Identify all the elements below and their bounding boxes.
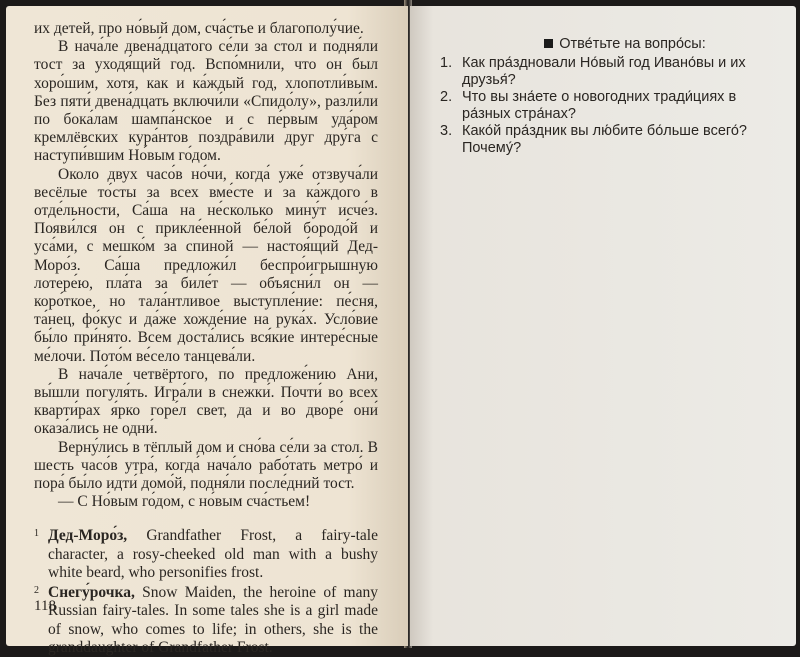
question-number: 1. bbox=[440, 55, 453, 71]
footnote-text: Grandfather Frost, a fairy-tale character, a rosy-cheeked old man with a bushy white beard, who personifies frost. bbox=[48, 527, 378, 581]
question-item bbox=[440, 89, 770, 122]
story-paragraph: их детей, про но́вый дом, сча́стье и благополу́чие. bbox=[34, 20, 364, 37]
footnote-term: Дед-Моро́з, bbox=[48, 527, 128, 545]
question-item bbox=[440, 55, 770, 88]
question-number: 3. bbox=[440, 123, 453, 139]
story-text bbox=[34, 20, 378, 511]
story-paragraph: Около двух часо́в но́чи, когда́ уже́ отзвуча́ли весёлые то́сты за всех вме́сте и за ка́ждого в отде́льности, Са́ша на не́сколько мину́т исче́з. Появи́лся он с прикле́енной бе́лой бородо́й и уса́ми, с мешко́м за спиной — настоя́щий Дед-Моро́з. Са́ша предложи́л беспро́игрышную лотере́ю, пла́та за биле́т — объясни́л он — коро́ткое, но тала́нтливое выступле́ние: пе́сня, та́нец, фо́кус и да́же хожде́ние на рука́х. Усло́вие бы́ло при́нято. Всем доста́лись вся́кие интере́сные ме́лочи. Пото́м ве́село танцева́ли. bbox=[34, 165, 378, 365]
question-text: Како́й пра́здник вы лю́бите бо́льше всего́? Почему́? bbox=[462, 123, 747, 156]
question-text: Что вы зна́ете о новогодних тради́циях в ра́зных стра́нах? bbox=[462, 89, 737, 122]
footnotes bbox=[34, 527, 378, 656]
question-item bbox=[440, 123, 770, 156]
question-list bbox=[440, 55, 770, 156]
footnote-term: Снегу́рочка, bbox=[48, 584, 135, 602]
task-heading-label: Отве́тьте на вопро́сы: bbox=[559, 36, 706, 52]
task-heading bbox=[480, 36, 770, 53]
story-paragraph: В нача́ле четвёртого, по предложе́нию Ани, вы́шли погуля́ть. Игра́ли в снежки́. Почти́ во всех кварти́рах я́рко горе́л свет, да и во дворе́ они́ оказа́лись не одни́. bbox=[34, 365, 378, 438]
left-page bbox=[6, 6, 408, 656]
footnote-marker: 1 bbox=[34, 528, 39, 540]
question-text: Как пра́здновали Но́вый год Ивано́вы и их друзья́? bbox=[462, 55, 746, 88]
right-page bbox=[410, 6, 796, 646]
question-number: 2. bbox=[440, 89, 453, 105]
story-paragraph: Верну́лись в тёплый дом и сно́ва се́ли за стол. В шесть часо́в утра́, когда́ нача́ло рабо́тать метро́ и пора́ бы́ло идти́ домо́й, подня́ли после́дний тост. bbox=[34, 438, 378, 493]
footnote-text: Snow Maiden, the heroine of many Russian fairy-tales. In some tales she is a girl made of snow, who comes to life; in others, she is the granddaughter of Grandfather Frost. bbox=[48, 584, 378, 656]
footnote bbox=[34, 527, 378, 582]
page-number: 118 bbox=[34, 598, 56, 614]
footnote-marker: 2 bbox=[34, 585, 39, 597]
story-paragraph: В нача́ле двена́дцатого се́ли за стол и подня́ли тост за уходя́щий год. Вспо́мнили, что он был хоро́шим, хотя, как и ка́ждый год, хлопотли́вым. Без пяти́ двена́дцать включи́ли «Спидо́лу», разли́ли по бока́лам шампа́нское и с пе́рвым уда́ром кремлёвских кура́нтов поздра́вили друг дру́га с наступи́вшим Но́вым го́дом. bbox=[34, 38, 378, 165]
footnote bbox=[34, 584, 378, 657]
black-square-icon bbox=[544, 39, 553, 48]
story-paragraph: — С Но́вым го́дом, с но́вым сча́стьем! bbox=[58, 493, 311, 511]
